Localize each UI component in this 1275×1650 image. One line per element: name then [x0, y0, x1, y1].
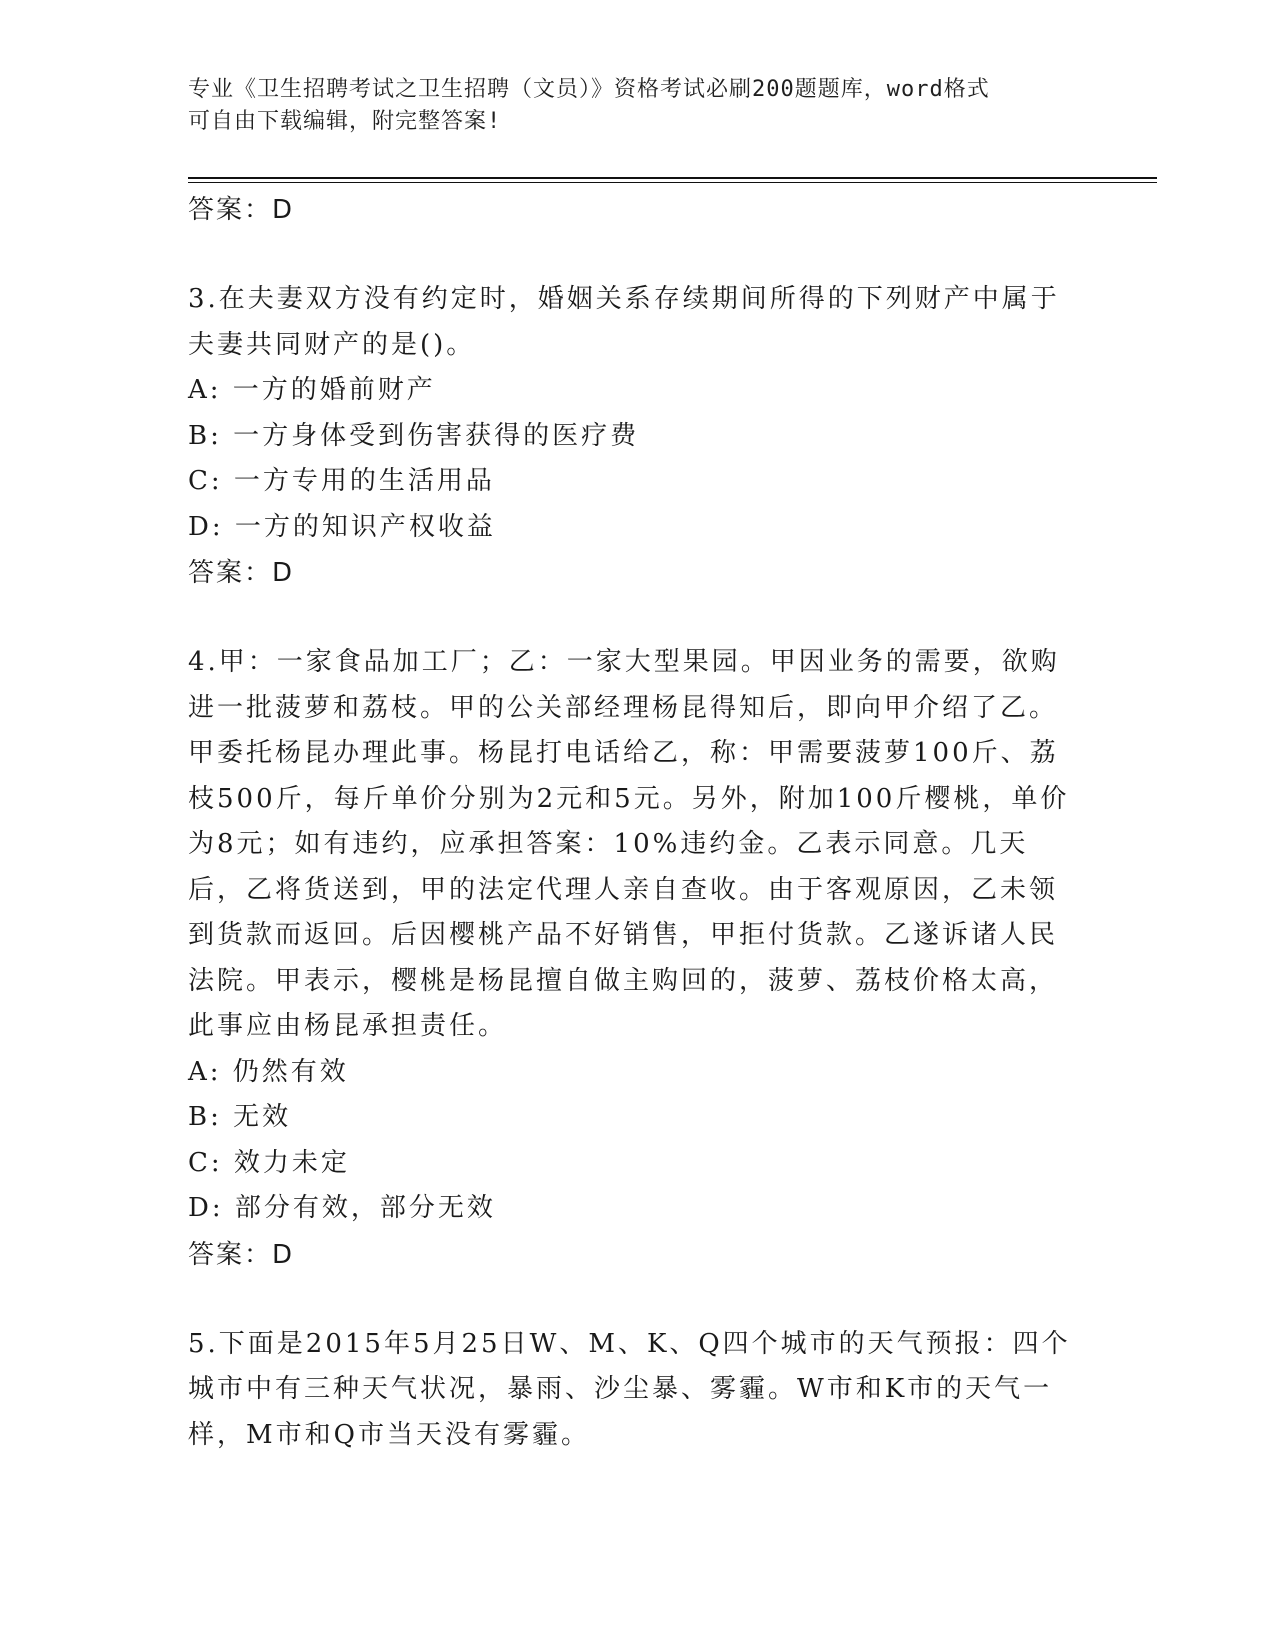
question-4-answer: 答案：D: [188, 1239, 295, 1270]
header-rule-thick: [188, 177, 1157, 179]
question-4-option-d: D: 部分有效，部分无效: [188, 1193, 496, 1223]
question-3-stem: 3.在夫妻双方没有约定时，婚姻关系存续期间所得的下列财产中属于夫妻共同财产的是()。: [188, 284, 1060, 360]
document-body: [188, 187, 1078, 1458]
question-5: [188, 1322, 1078, 1459]
question-3-option-b: B: 一方身体受到伤害获得的医疗费: [188, 420, 640, 451]
question-4-option-c: C: 效力未定: [188, 1147, 350, 1178]
question-3-answer: 答案：D: [188, 558, 295, 588]
question-3-option-a: A: 一方的婚前财产: [188, 375, 436, 405]
question-4-option-a: A: 仍然有效: [188, 1056, 349, 1087]
question-4-option-b: B: 无效: [188, 1102, 292, 1132]
question-3-option-d: D: 一方的知识产权收益: [188, 511, 496, 542]
document-header: [188, 74, 1088, 138]
header-line-2: 可自由下载编辑，附完整答案!: [188, 109, 502, 134]
question-5-stem: 5.下面是2015年5月25日W、M、K、Q四个城市的天气预报：四个城市中有三种天气状况，暴雨、沙尘暴、雾霾。W市和K市的天气一样，M市和Q市当天没有雾霾。: [188, 1328, 1071, 1450]
question-3: [188, 277, 1078, 596]
header-rule-thin: [188, 182, 1157, 183]
header-line-1: 专业《卫生招聘考试之卫生招聘（文员）》资格考试必刷200题题库，word格式: [188, 77, 990, 102]
question-3-option-c: C: 一方专用的生活用品: [188, 466, 495, 496]
question-4: [188, 640, 1078, 1278]
answer-previous: 答案：D: [188, 195, 295, 225]
question-4-stem: 4.甲：一家食品加工厂；乙：一家大型果园。甲因业务的需要，欲购进一批菠萝和荔枝。甲的公关部经理杨昆得知后，即向甲介绍了乙。甲委托杨昆办理此事。杨昆打电话给乙，称：甲需要菠萝100斤、荔枝500斤，每斤单价分别为2元和5元。另外，附加100斤樱桃，单价为8元；如有违约，应承担答案：10%违约金。乙表示同意。几天后，乙将货送到，甲的法定代理人亲自查收。由于客观原因，乙未领到货款而返回。后因樱桃产品不好销售，甲拒付货款。乙遂诉诸人民法院。甲表示，樱桃是杨昆擅自做主购回的，菠萝、荔枝价格太高，此事应由杨昆承担责任。: [188, 647, 1070, 1041]
